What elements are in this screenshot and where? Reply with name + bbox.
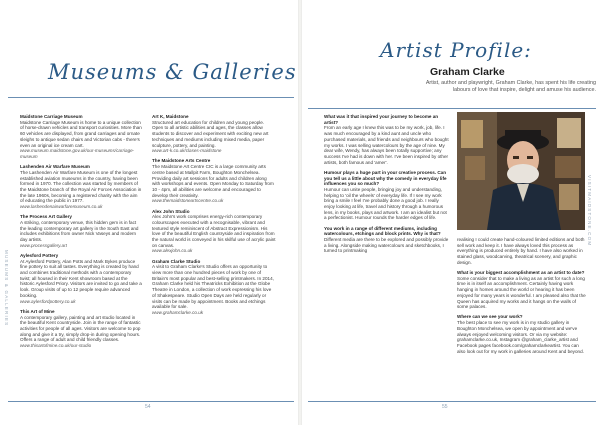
question: What is your biggest accomplishment as an artist to date? xyxy=(457,270,585,276)
divider xyxy=(8,401,294,402)
listing-body: Maidstone Carriage Museum is home to a unique collection of horse-drawn vehicles and transport curiosities. More than 60 vehicles are displayed, from grand carriages and ornate sleighs to antique sedan chairs and Victorian cabs - there's even an original ice cream cart. xyxy=(20,119,142,148)
page-title: Museums & Galleries xyxy=(48,60,297,84)
qa-block xyxy=(457,314,586,354)
page-number: 54 xyxy=(145,404,151,410)
listing-body: At Aylesford Pottery, Alan Potts and Mark Bykes produce fine pottery to suit all tastes. Everything is created by hand and combines traditional methods with a contemporary twist; all housed in their Kent showroom based at the historic Aylesford Priory. Visitors are invited to go and take a look. Group visits of up to 12 people require advanced booking. xyxy=(20,258,142,298)
listings-column-1 xyxy=(20,114,142,353)
listing-url[interactable]: www.themaidstoneartscentre.co.uk xyxy=(152,198,224,204)
listing-url[interactable]: www.art-k.co.uk/clases-maidstone xyxy=(152,148,222,154)
divider xyxy=(8,97,294,98)
listing xyxy=(20,253,142,304)
answer: realising I could create hand-coloured limited editions and both sell work and keep it. I have always loved this process as everything is produced entirely by hand. I have also worked in stained glass, woodcarving, theatrical scenery, and graphic design. xyxy=(457,237,585,265)
qa-block xyxy=(324,226,450,255)
question: Where can we see your work? xyxy=(457,314,523,320)
listing-body: A visit to Graham Clarke's Studio offers an opportunity to view more than one hundred pieces of work by one of Britain's most popular and best-selling printmakers. In 2014, Graham Clarke held his Theatricks Exhibition at the Globe Theatre in London, a collection of work expressing his love of Shakespeare. Studio Open Days are held regularly or visits can be made by appointment. Books and etchings available for sale. xyxy=(152,264,274,310)
divider xyxy=(308,401,596,402)
left-page xyxy=(0,0,298,425)
listing-body: A contemporary gallery, painting and art studio located in the beautiful Kent countryside. Join in the range of fantastic activities for people of all ages. Visitors are welcome to pop along and give it a try, simply drop-in during opening hours. Offers a range of adult and child friendly classes. xyxy=(20,314,141,343)
listing-url[interactable]: www.alexjohn.co.uk xyxy=(152,248,193,254)
qa-block xyxy=(324,114,450,165)
listing-body: A striking, contemporary venue, this hidden gem is in fact the leading contemporary art gallery in the South East and includes exhibitions from owner Nick Vaseys and modern day artists. xyxy=(20,219,139,243)
page-title: Artist Profile: xyxy=(380,38,532,62)
artist-name: Graham Clarke xyxy=(430,66,505,78)
listing-heading: This Art of Mine xyxy=(20,308,55,314)
listing-url[interactable]: www.museum.maidstone.gov.uk/our-museums/carriage-museum xyxy=(20,148,135,159)
vertical-section-label: VISITMAIDSTONE.COM xyxy=(587,175,592,247)
right-page xyxy=(302,0,600,425)
listing xyxy=(20,114,142,160)
listing-url[interactable]: www.aylesfordpottery.co.uk xyxy=(20,298,76,304)
answer: Some consider that to make a living as an artist for such a long time is in itself an accomplishment. Certainly having work hanging in homes around the world or hearing it has been enjoyed for many years is wonderful. I am pleased also that the Queen has acquired my works and it hangs on the walls of some palaces. xyxy=(457,275,586,310)
listing-url[interactable]: www.grahamclarke.co.uk xyxy=(152,310,204,315)
listing-heading: The Process Art Gallery xyxy=(20,214,72,220)
answer: Humour can unite people, bringing joy and understanding, helping to 'oil the wheels' of everyday life. If I see my work bring a smile I feel I've probably done a good job. I really enjoy looking at life, travel and history through a humorous lens, in my books, plays and artwork. I am an idealist but not a perfectionist. Humour rounds the harder edges of life. xyxy=(324,186,447,221)
listing xyxy=(20,309,142,349)
listing-url[interactable]: www.processgallery.art xyxy=(20,242,67,248)
interview-column-2 xyxy=(457,237,586,359)
listing-body: The Maidstone Art Centre CIC is a large community arts centre based at Mallpit Farm, Boughton Monchelsea. Providing daily art sessions for adults and children along with workshops and events. Open Monday to Saturday from 10 - 4pm, all abilities are welcome and encouraged to develop their creativity. xyxy=(152,164,274,198)
listing-url[interactable]: www.lashendenairwarfaremuseum.co.uk xyxy=(20,204,103,210)
listing-heading: The Maidstone Arts Centre xyxy=(152,158,211,164)
question: What was it that inspired your journey to become an artist? xyxy=(324,114,439,125)
question: Humour plays a huge part in your creative process. Can you tell us a little about why the comedy in everyday life influences you so much? xyxy=(324,169,447,187)
listing xyxy=(152,114,276,154)
page-number: 55 xyxy=(442,404,448,410)
listing-heading: Alex John Studio xyxy=(152,208,190,214)
listing xyxy=(20,164,142,210)
listing xyxy=(152,259,276,316)
question: You work in a range of different mediums, including watercolours, etchings and block prints. Why is that? xyxy=(324,225,441,237)
listing-body: Alex John's work comprises energy-rich contemporary colourscapes executed with a recognisable, vibrant and textured style reminiscent of Abstract Expressionism. His love of the beautiful English countryside and inspiration from the natural world is conveyed in his skilful use of acrylic paint on canvas. xyxy=(152,214,276,248)
listing-url[interactable]: www.thisartofmine.co.uk/our-studio xyxy=(20,343,92,349)
qa-block xyxy=(324,170,450,221)
answer: From an early age I knew this was to be my work, job, life. I was much encouraged by a kind aunt and uncle who purchased materials, and friends and neighbours who bought my works. I was selling watercolours by the age of nine. My dear wife, Wendy, has always been totally supportive; any success I've had is down with her. I've been inspired by other artists, both famous and 'amer'. xyxy=(324,125,449,165)
portrait-illustration xyxy=(457,112,585,230)
listings-column-2 xyxy=(152,114,276,320)
listing xyxy=(152,158,276,204)
qa-block xyxy=(457,237,586,266)
divider xyxy=(308,108,596,109)
interview-column-1 xyxy=(324,114,450,259)
answer: Different media are there to be explored and possibly provide a living. Alongside making watercolours and sketchbooks, I turned to printmaking xyxy=(324,237,449,254)
answer: The best place to see my work is in my studio gallery in Boughton Monchelsea, we open by appointment and we've always enjoyed welcoming visitors. Or via my website: grahamclarke.co.uk, Instagram @graham_clarke_artist and Facebook pages facebook.com/grahamclarkeartist. You can also look out for my work in galleries around Kent and beyond. xyxy=(457,320,584,354)
artist-photo xyxy=(457,112,585,230)
listing-heading: Maidstone Carriage Museum xyxy=(20,114,83,119)
qa-block xyxy=(457,270,586,310)
listing-heading: Aylesford Pottery xyxy=(20,252,59,258)
listing-body: Structured art education for children and young people. Open to all artistic abilities and ages, the classes allow students to discover and experiment with exciting new art techniques and mediums including mixed media, paper sculpture, pottery, and painting. xyxy=(152,119,269,148)
listing xyxy=(152,209,276,255)
listing-heading: Art K, Maidstone xyxy=(152,114,189,119)
listing-body: The Lashenden Air Warfare Museum is one of the longest established aviation museums in the country, having been formed in 1970. The collection was started by members of the Maidstone branch of the Royal Air Forces Association in the late 1960s, becoming a registered charity with the aim of educating the public in 1977. xyxy=(20,169,142,204)
vertical-section-label: MUSEUMS & GALLERIES xyxy=(4,250,9,327)
standfirst: Artist, author and playwright, Graham Clarke, has spent his life creating labours of love that inspire, delight and amuse his audience. xyxy=(425,80,596,93)
listing-heading: Lashenden Air Warfare Museum xyxy=(20,164,90,170)
listing xyxy=(20,214,142,248)
listing-heading: Graham Clarke Studio xyxy=(152,258,201,264)
